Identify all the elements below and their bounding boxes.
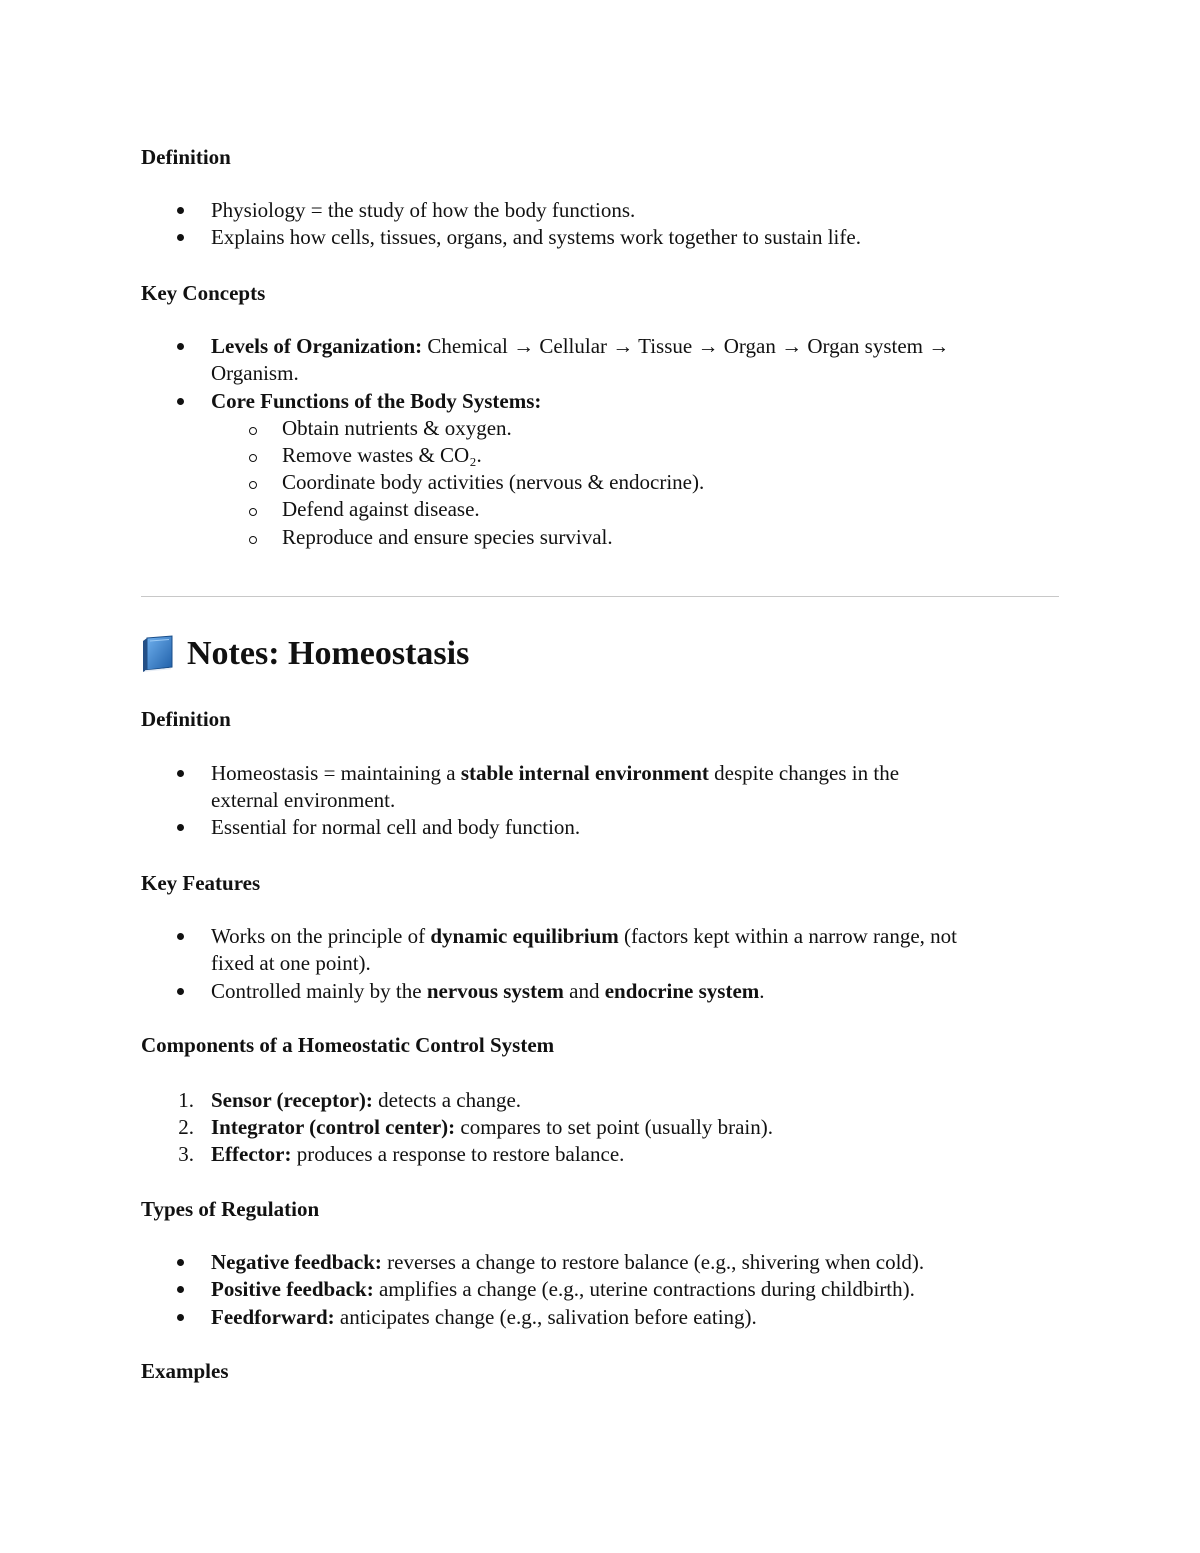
circle-bullet-icon — [246, 415, 260, 442]
list-number: 2. — [178, 1115, 194, 1139]
numbered-item — [211, 1141, 624, 1168]
section-title-row — [141, 628, 469, 680]
emphasis: stable internal environment — [460, 761, 709, 785]
page-title: Notes: Homeostasis — [187, 635, 470, 672]
text-segment: despite changes in the — [708, 761, 900, 785]
book-icon — [141, 635, 175, 673]
levels-of-organization-item — [211, 333, 949, 360]
item-label: Integrator (control center): — [211, 1115, 456, 1139]
list-number: 1. — [178, 1088, 194, 1112]
key-features-heading: Key Features — [141, 871, 261, 895]
bullet-icon — [173, 1276, 187, 1303]
components-heading: Components of a Homeostatic Control System — [141, 1033, 555, 1057]
list-item — [211, 923, 957, 950]
circle-bullet-icon — [246, 469, 260, 496]
bullet-icon — [173, 923, 187, 950]
list-item: Physiology = the study of how the body functions. — [211, 198, 636, 222]
sub-list-item: Reproduce and ensure species survival. — [282, 525, 613, 549]
list-item — [211, 1249, 924, 1276]
item-text: amplifies a change (e.g., uterine contractions during childbirth). — [373, 1277, 915, 1301]
emphasis: dynamic equilibrium — [430, 924, 619, 948]
sub-list-item: Remove wastes & CO₂. — [282, 443, 482, 467]
levels-text: Chemical → Cellular → Tissue → Organ → Organ system → — [427, 334, 950, 358]
list-item — [211, 760, 899, 787]
sub-list-item: Coordinate body activities (nervous & endocrine). — [282, 470, 705, 494]
section-divider — [141, 596, 1059, 597]
item-label: Feedforward: — [211, 1305, 335, 1329]
bullet-icon — [173, 388, 187, 415]
bullet-icon — [173, 333, 187, 360]
text-segment: Works on the principle of — [211, 924, 431, 948]
list-item — [211, 978, 765, 1005]
item-label: Negative feedback: — [211, 1250, 382, 1274]
text-segment: (factors kept within a narrow range, not — [618, 924, 958, 948]
key-concepts-heading: Key Concepts — [141, 281, 266, 305]
item-text: detects a change. — [372, 1088, 522, 1112]
numbered-item — [211, 1087, 521, 1114]
circle-bullet-icon — [246, 524, 260, 551]
circle-bullet-icon — [246, 496, 260, 523]
list-number: 3. — [178, 1142, 194, 1166]
list-item: Essential for normal cell and body function. — [211, 815, 581, 839]
bullet-icon — [173, 224, 187, 251]
item-label: Effector: — [211, 1142, 292, 1166]
bullet-icon — [173, 978, 187, 1005]
regulation-heading: Types of Regulation — [141, 1197, 320, 1221]
sub-list-item: Obtain nutrients & oxygen. — [282, 416, 512, 440]
circle-bullet-icon — [246, 442, 260, 469]
item-label: Positive feedback: — [211, 1277, 374, 1301]
item-text: compares to set point (usually brain). — [455, 1115, 773, 1139]
list-item: Explains how cells, tissues, organs, and systems work together to sustain life. — [211, 225, 861, 249]
item-label: Sensor (receptor): — [211, 1088, 373, 1112]
list-item-continued: external environment. — [211, 788, 396, 812]
definition-heading: Definition — [141, 707, 231, 731]
levels-label: Levels of Organization: — [211, 334, 423, 358]
core-functions-label: Core Functions of the Body Systems: — [211, 389, 542, 413]
item-text: anticipates change (e.g., salivation before eating). — [334, 1305, 757, 1329]
emphasis: endocrine system — [604, 979, 760, 1003]
text-segment: Homeostasis = maintaining a — [211, 761, 461, 785]
list-item — [211, 1276, 915, 1303]
bullet-icon — [173, 1304, 187, 1331]
item-text: produces a response to restore balance. — [291, 1142, 625, 1166]
definition-heading: Definition — [141, 145, 231, 169]
core-functions-item — [211, 388, 541, 415]
examples-heading: Examples — [141, 1359, 229, 1383]
text-segment: and — [563, 979, 605, 1003]
bullet-icon — [173, 760, 187, 787]
sub-list-item: Defend against disease. — [282, 497, 480, 521]
text-segment: Controlled mainly by the — [211, 979, 427, 1003]
list-item — [211, 1304, 757, 1331]
list-item-continued: fixed at one point). — [211, 951, 371, 975]
numbered-item — [211, 1114, 773, 1141]
bullet-icon — [173, 1249, 187, 1276]
levels-text-continued: Organism. — [211, 361, 299, 385]
bullet-icon — [173, 814, 187, 841]
item-text: reverses a change to restore balance (e.g., shivering when cold). — [381, 1250, 925, 1274]
emphasis: nervous system — [426, 979, 564, 1003]
text-segment: . — [759, 979, 765, 1003]
bullet-icon — [173, 197, 187, 224]
